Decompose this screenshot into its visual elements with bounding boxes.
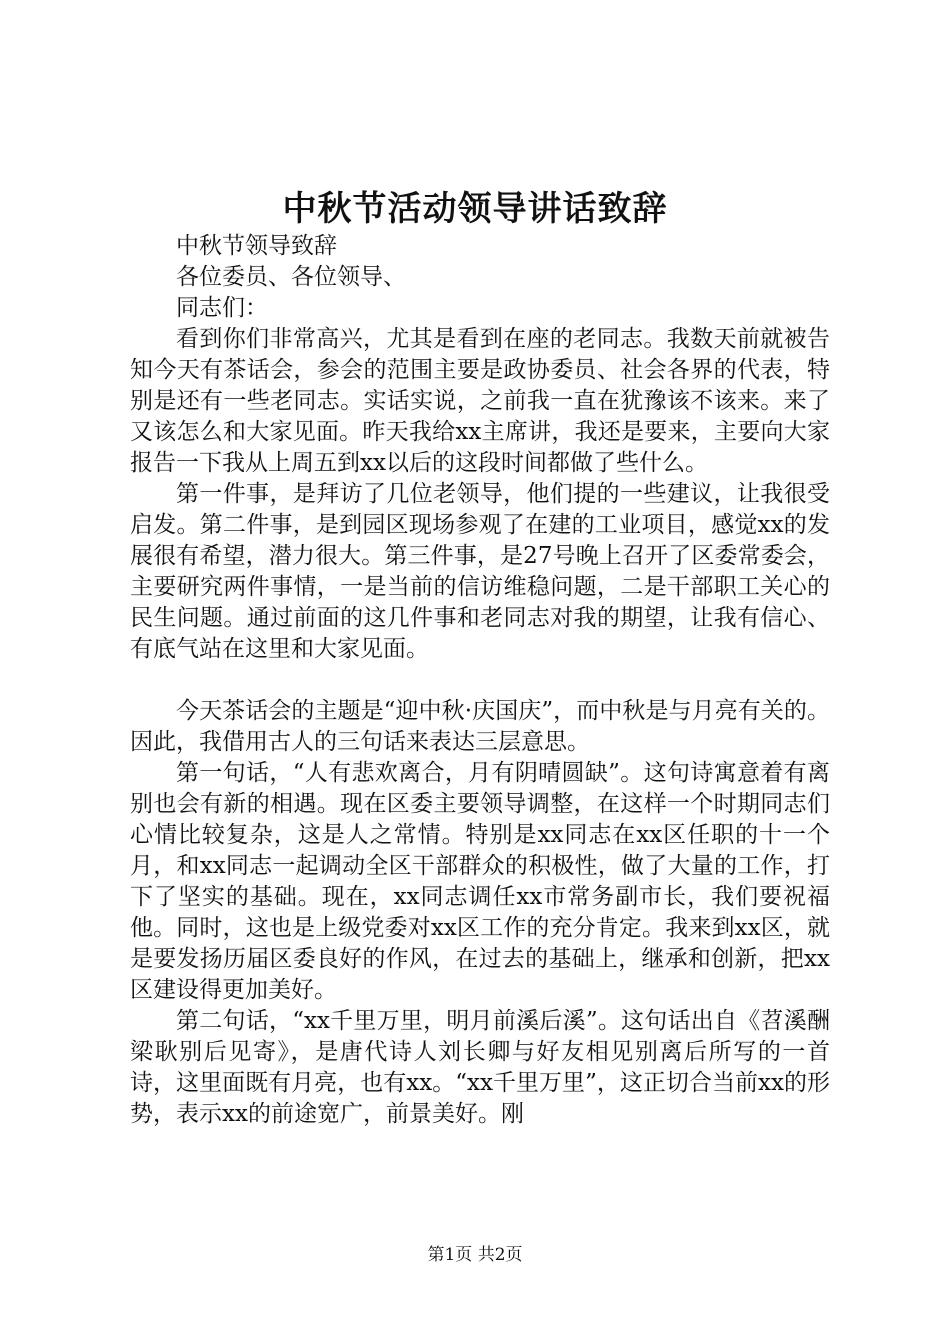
document-body [130,231,830,1130]
paragraph: 看到你们非常高兴，尤其是看到在座的老同志。我数天前就被告知今天有茶话会，参会的范围主要是政协委员、社会各界的代表，特别是还有一些老同志。实话实说，之前我一直在犹豫该不该来。来了又该怎么和大家见面。昨天我给xx主席讲，我还是要来，主要向大家报告一下我从上周五到xx以后的这段时间都做了些什么。 [130,326,830,476]
paragraph: 第一件事，是拜访了几位老领导，他们提的一些建议，让我很受启发。第二件事，是到园区现场参观了在建的工业项目，感觉xx的发展很有希望，潜力很大。第三件事，是27号晚上召开了区委常委会，主要研究两件事情，一是当前的信访维稳问题，二是干部职工关心的民生问题。通过前面的这几件事和老同志对我的期望，让我有信心、有底气站在这里和大家见面。 [130,481,830,662]
paragraph: 第一句话，“人有悲欢离合，月有阴晴圆缺”。这句诗寓意着有离别也会有新的相遇。现在区委主要领导调整，在这样一个时期同志们心情比较复杂，这是人之常情。特别是xx同志在xx区任职的十一个月，和xx同志一起调动全区干部群众的积极性，做了大量的工作，打下了坚实的基础。现在，xx同志调任xx市常务副市长，我们要祝福他。同时，这也是上级党委对xx区工作的充分肯定。我来到xx区，就是要发扬历届区委良好的作风，在过去的基础上，继承和创新，把xx区建设得更加美好。 [130,760,830,1003]
paragraph: 第二句话，“xx千里万里，明月前溪后溪”。这句话出自《苕溪酬梁耿别后见寄》，是唐代诗人刘长卿与好友相见别离后所写的一首诗，这里面既有月亮，也有xx。“xx千里万里”，这正切合当前xx的形势，表示xx的前途宽广，前景美好。刚 [130,1008,830,1127]
page-footer: 第1页 共2页 [427,1245,523,1265]
document-title: 中秋节活动领导讲话致辞 [282,189,668,229]
paragraph-subtitle: 中秋节领导致辞 [176,233,337,259]
paragraph-salutation-end: 同志们： [176,295,268,321]
paragraph-salutation: 各位委员、各位领导、 [176,264,406,290]
paragraph: 今天茶话会的主题是“迎中秋·庆国庆”，而中秋是与月亮有关的。因此，我借用古人的三句话来表达三层意思。 [130,698,830,755]
